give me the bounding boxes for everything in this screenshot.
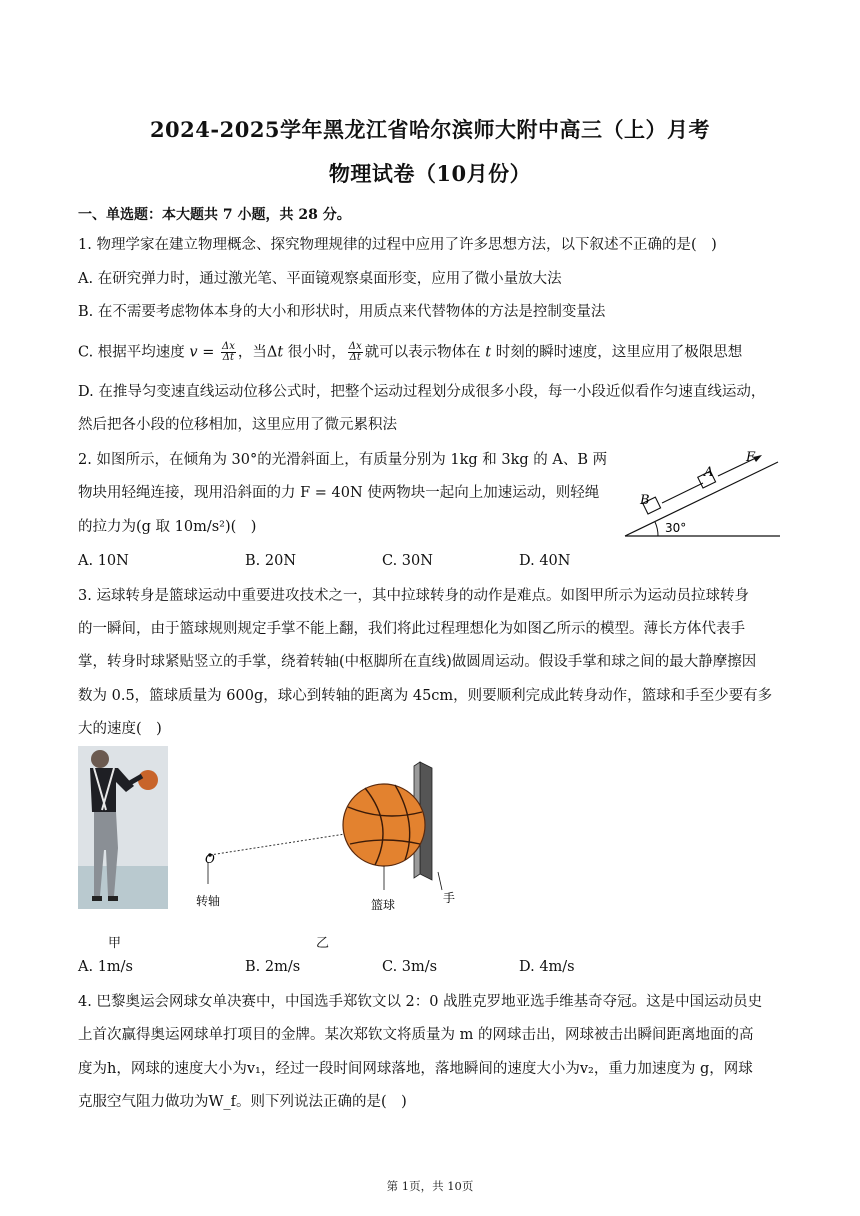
q1-stem: 1. 物理学家在建立物理概念、探究物理规律的过程中应用了许多思想方法，以下叙述不正确的是( ): [78, 237, 717, 253]
label-angle: 30°: [665, 521, 687, 535]
q3-option-c: C. 3m/s: [382, 959, 438, 975]
q1-option-d-line2: 然后把各小段的位移相加，这里应用了微元累积法: [78, 417, 397, 433]
q1-option-d-line1: D. 在推导匀变速直线运动位移公式时，把整个运动过程划分成很多小段，每一小段近似看作匀速直线运动，: [78, 384, 766, 400]
q1-c-v: v: [189, 344, 198, 361]
q1-c-prefix: C. 根据平均速度: [78, 344, 190, 361]
section-heading: 一、单选题：本大题共 7 小题，共 28 分。: [78, 207, 351, 223]
q2-option-b: B. 20N: [245, 553, 297, 569]
q3-option-a: A. 1m/s: [78, 959, 133, 975]
rotation-model-figure: [190, 752, 470, 917]
q3-line4: 数为 0.5，篮球质量为 600g，球心到转轴的距离为 45cm，则要顺利完成此转身动作，篮球和手至少要有多: [78, 688, 773, 704]
q1-option-c: C. 根据平均速度 v = $\frac{\Delta x}{\Delta t}$ ，当Δt 很小时， $\frac{\Delta x}{\Delta t}$ 就可以表示物体在 t 时刻的瞬时速度，这里应用了极限思想: [78, 341, 743, 363]
q1-c-t2: t: [485, 344, 492, 361]
label-basketball: 篮球: [371, 898, 396, 912]
label-o: O: [205, 852, 215, 866]
hand-leader: [438, 872, 442, 890]
q3-line5: 大的速度( ): [78, 721, 162, 737]
frac-num: Δx: [221, 341, 235, 352]
q2-option-a: A. 10N: [78, 553, 129, 569]
incline-figure: [620, 448, 785, 542]
q2-option-d: D. 40N: [519, 553, 571, 569]
player-photo: [78, 746, 168, 909]
q1-c-suffix: 时刻的瞬时速度，这里应用了极限思想: [491, 344, 743, 361]
player-head: [91, 750, 109, 768]
q4-line2: 上首次赢得奥运网球单打项目的金牌。某次郑钦文将质量为 m 的网球击出，网球被击出瞬间距离地面的高: [78, 1027, 754, 1043]
q3-line2: 的一瞬间，由于篮球规则规定手掌不能上翻，我们将此过程理想化为如图乙所示的模型。薄长方体代表手: [78, 621, 745, 637]
q1-option-b: B. 在不需要考虑物体本身的大小和形状时，用质点来代替物体的方法是控制变量法: [78, 304, 606, 320]
q3-option-b: B. 2m/s: [245, 959, 301, 975]
label-b: B: [640, 493, 650, 508]
label-hand: 手: [443, 891, 456, 905]
player-shoe-right: [108, 896, 118, 901]
caption-yi: 乙: [316, 936, 330, 951]
q4-line4: 克服空气阻力做功为W_f。则下列说法正确的是( ): [78, 1094, 407, 1110]
label-a: A: [704, 465, 714, 480]
exam-subtitle: 物理试卷（10月份）: [328, 161, 532, 186]
page-footer: 第 1页，共 10页: [386, 1179, 474, 1193]
rope-line: [662, 483, 703, 503]
q2-line3: 的拉力为(g 取 10m/s²)( ): [78, 519, 257, 535]
angle-arc: [655, 522, 658, 536]
label-f: F: [746, 450, 756, 465]
q3-line1: 3. 运球转身是篮球运动中重要进攻技术之一，其中拉球转身的动作是难点。如图甲所示为运动员拉球转身: [78, 588, 749, 604]
q3-line3: 掌，转身时球紧贴竖立的手掌，绕着转轴(中枢脚所在直线)做圆周运动。假设手掌和球之间的最大静摩擦因: [78, 654, 757, 670]
photo-basketball: [138, 770, 158, 790]
fraction: [348, 342, 363, 363]
exam-title: 2024-2025学年黑龙江省哈尔滨师大附中高三（上）月考: [149, 117, 711, 142]
q1-c-t: t: [277, 344, 284, 361]
frac-den: Δt: [349, 352, 361, 363]
q1-c-mid3: 就可以表示物体在: [364, 344, 486, 361]
label-axis: 转轴: [196, 894, 221, 908]
q1-option-a: A. 在研究弹力时，通过激光笔、平面镜观察桌面形变，应用了微小量放大法: [78, 271, 562, 287]
q2-line1: 2. 如图所示，在倾角为 30°的光滑斜面上，有质量分别为 1kg 和 3kg 的 A、B 两: [78, 452, 608, 468]
fraction: [221, 342, 236, 363]
q1-c-mid2: 很小时，: [283, 344, 346, 361]
q2-line2: 物块用轻绳连接，现用沿斜面的力 F = 40N 使两物块一起向上加速运动，则轻绳: [78, 485, 600, 501]
caption-jia: 甲: [108, 936, 122, 951]
frac-num: Δx: [348, 341, 362, 352]
player-shoe-left: [92, 896, 102, 901]
photo-floor: [78, 866, 168, 909]
q3-option-d: D. 4m/s: [519, 959, 575, 975]
q4-line1: 4. 巴黎奥运会网球女单决赛中，中国选手郑钦文以 2：0 战胜克罗地亚选手维基奇夺冠。这是中国运动员史: [78, 994, 763, 1010]
basketball: [343, 784, 425, 866]
q1-c-mid1: ，当Δ: [237, 344, 278, 361]
q2-option-c: C. 30N: [382, 553, 433, 569]
q4-line3: 度为h，网球的速度大小为v₁，经过一段时间网球落地，落地瞬间的速度大小为v₂，重力加速度为 g，网球: [78, 1061, 753, 1077]
frac-den: Δt: [222, 352, 235, 363]
